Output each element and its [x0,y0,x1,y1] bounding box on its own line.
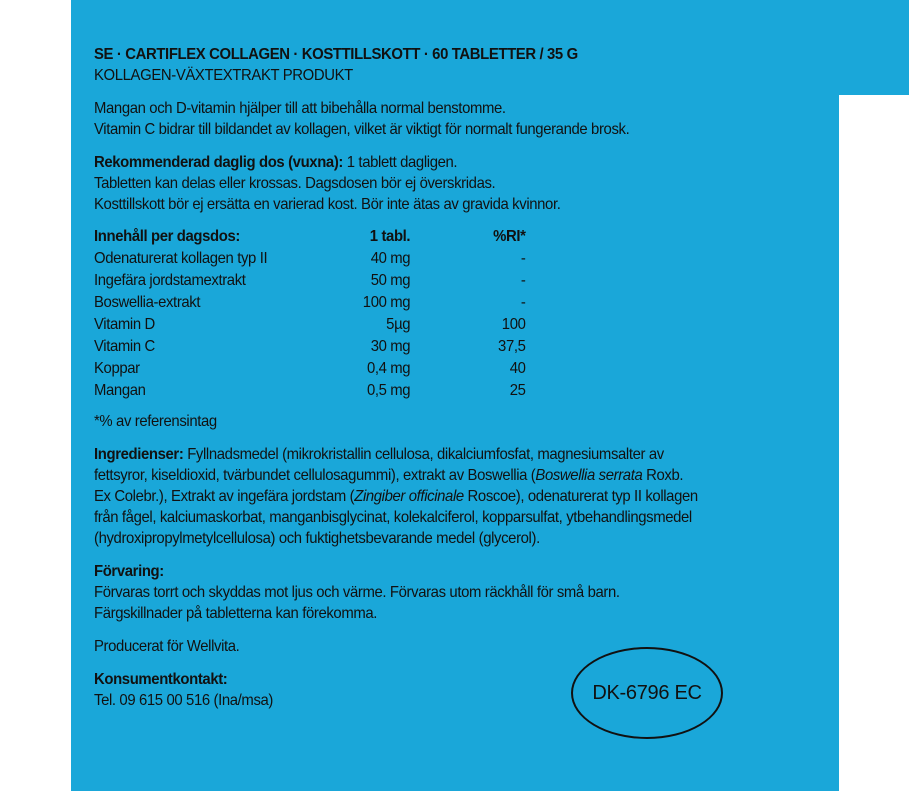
table-row [94,379,526,401]
health-mark-stamp [571,647,723,739]
label-text [94,44,764,711]
table-row [94,247,526,269]
nutrient-name: Odenaturerat kollagen typ II [94,249,268,267]
nutrient-amount: 50 mg [370,271,411,289]
nutrition-header: 1 tabl. [369,227,411,245]
nutrient-ri: - [520,271,526,289]
storage-line: Förvaras torrt och skyddas mot ljus och värme. Förvaras utom räckhåll för små barn. [94,584,620,601]
dosage-line [94,152,764,173]
nutrition-header-row [94,225,526,247]
dosage-note: Kosttillskott bör ej ersätta en varierad kost. Bör inte ätas av gravida kvinnor. [94,196,561,213]
dosage-note: Tabletten kan delas eller krossas. Dagsdosen bör ej överskridas. [94,175,496,192]
nutrient-amount: 5µg [386,315,411,333]
nutrient-name: Ingefära jordstamextrakt [94,271,246,289]
claim-line: Mangan och D-vitamin hjälper till att bibehålla normal benstomme. [94,100,506,117]
table-row [94,335,526,357]
ingredients-line [94,444,764,465]
latin-name: Zingiber officinale [354,488,464,505]
producer-text: Producerat för Wellvita. [94,638,240,655]
nutrient-name: Mangan [94,381,146,399]
nutrient-ri: - [520,293,526,311]
nutrient-amount: 30 mg [370,337,411,355]
table-row [94,269,526,291]
ingredients-text: Roxb. [642,467,684,484]
dosage-text: 1 tablett dagligen. [343,154,458,171]
nutrient-ri: 37,5 [498,337,526,355]
contact-label: Konsumentkontakt: [94,671,228,688]
nutrient-amount: 40 mg [370,249,411,267]
product-title: SE · CARTIFLEX COLLAGEN · KOSTTILLSKOTT · 60 TABLETTER / 35 G [94,46,578,63]
ingredients-label: Ingredienser: [94,446,184,463]
nutrient-name: Vitamin D [94,315,155,333]
nutrient-name: Koppar [94,359,140,377]
white-cutout [839,95,909,791]
ingredients-line: (hydroxipropylmetylcellulosa) och fuktighetsbevarande medel (glycerol). [94,530,540,547]
stamp-text: DK-6796 EC [592,681,702,704]
product-subtitle: KOLLAGEN-VÄXTEXTRAKT PRODUKT [94,67,353,84]
storage-line: Färgskillnader på tabletterna kan förekomma. [94,605,378,622]
nutrition-header: %RI* [493,227,526,245]
latin-name: Boswellia serrata [535,467,643,484]
nutrient-name: Boswellia-extrakt [94,293,201,311]
storage-label: Förvaring: [94,563,164,580]
nutrient-ri: 100 [501,315,526,333]
nutrient-name: Vitamin C [94,337,155,355]
nutrient-ri: - [520,249,526,267]
ingredients-text: fettsyror, kiseldioxid, tvärbundet cellulosagummi), extrakt av Boswellia ( [94,467,536,484]
ri-footnote: *% av referensintag [94,413,217,430]
nutrient-amount: 0,4 mg [366,359,411,377]
ingredients-text: Roscoe), odenaturerat typ II kollagen [463,488,698,505]
nutrient-ri: 40 [509,359,526,377]
dosage-label: Rekommenderad daglig dos (vuxna): [94,154,344,171]
ingredients-line [94,465,764,486]
table-row [94,357,526,379]
table-row [94,313,526,335]
contact-phone: Tel. 09 615 00 516 (Ina/msa) [94,692,274,709]
ingredients-line: från fågel, kalciumaskorbat, manganbisglycinat, kolekalciferol, kopparsulfat, ytbehandlingsmedel [94,509,692,526]
nutrient-amount: 0,5 mg [366,381,411,399]
nutrition-table [94,225,526,401]
table-row [94,291,526,313]
nutrient-amount: 100 mg [362,293,411,311]
nutrient-ri: 25 [509,381,526,399]
ingredients-text: Ex Colebr.), Extrakt av ingefära jordstam ( [94,488,355,505]
ingredients-line [94,486,764,507]
claim-line: Vitamin C bidrar till bildandet av kollagen, vilket är viktigt för normalt fungerande brosk. [94,121,630,138]
ingredients-text: Fyllnadsmedel (mikrokristallin cellulosa, dikalciumfosfat, magnesiumsalter av [183,446,664,463]
nutrition-header: Innehåll per dagsdos: [94,227,240,245]
